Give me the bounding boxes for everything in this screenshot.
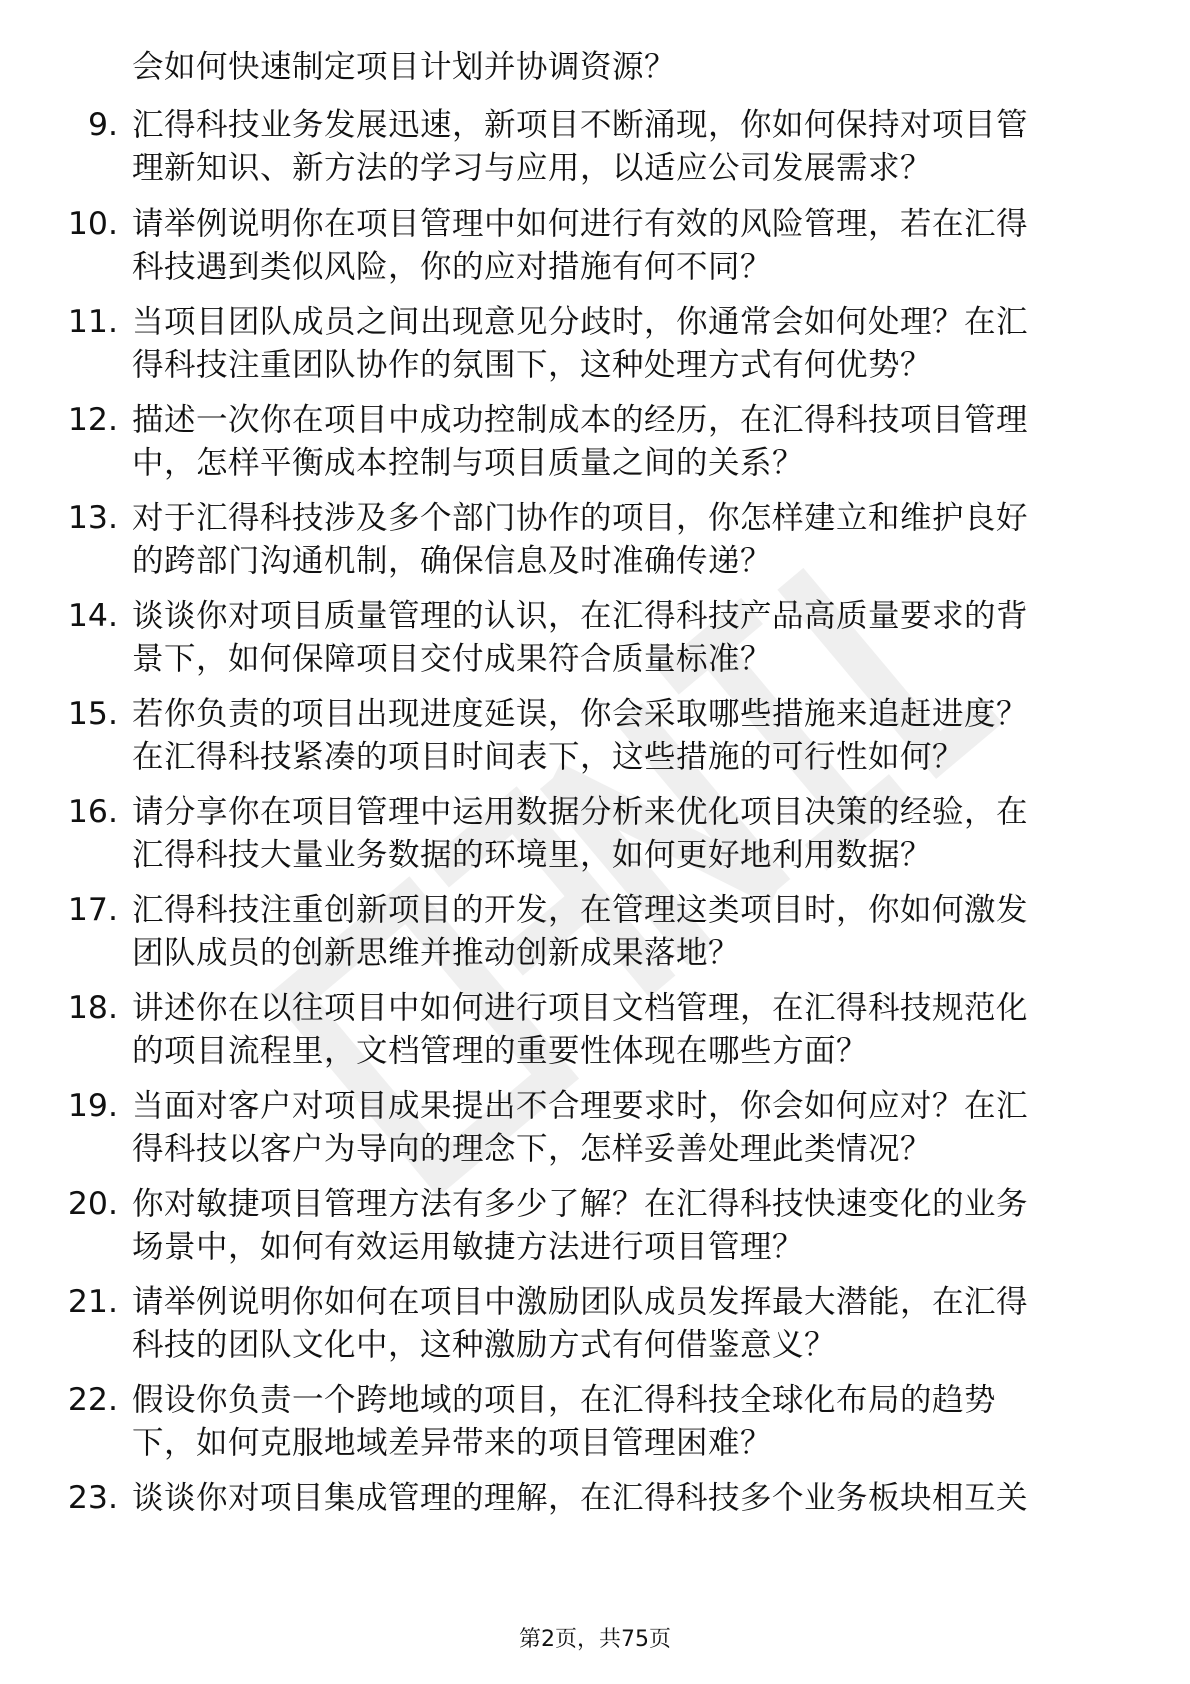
item-text-line: 中，怎样平衡成本控制与项目质量之间的关系？ [132, 445, 805, 481]
item-text [132, 1281, 1132, 1367]
item-text [132, 693, 1132, 779]
item-number: 14. [67, 598, 118, 634]
item-text [132, 399, 1132, 485]
item-number: 18. [67, 990, 118, 1026]
item-text-line: 场景中，如何有效运用敏捷方法进行项目管理？ [132, 1229, 805, 1265]
item-text-line: 汇得科技注重创新项目的开发，在管理这类项目时，你如何激发 [132, 892, 1029, 928]
item-text-line: 得科技以客户为导向的理念下，怎样妥善处理此类情况？ [132, 1131, 933, 1167]
item-text-line: 汇得科技业务发展迅速，新项目不断涌现，你如何保持对项目管 [132, 107, 1029, 143]
item-number: 16. [67, 794, 118, 830]
item-number: 17. [67, 892, 118, 928]
item-number: 13. [67, 500, 118, 536]
item-number: 9. [87, 107, 118, 143]
item-text-line: 描述一次你在项目中成功控制成本的经历，在汇得科技项目管理 [132, 402, 1029, 438]
item-text-line: 科技的团队文化中，这种激励方式有何借鉴意义？ [132, 1327, 837, 1363]
item-number: 19. [67, 1088, 118, 1124]
item-text-line: 汇得科技大量业务数据的环境里，如何更好地利用数据？ [132, 837, 933, 873]
item-text-line: 假设你负责一个跨地域的项目，在汇得科技全球化布局的趋势 [132, 1382, 997, 1418]
item-text-line: 下，如何克服地域差异带来的项目管理困难？ [132, 1425, 773, 1461]
item-number: 23. [67, 1480, 118, 1516]
item-number: 15. [67, 696, 118, 732]
item-text-line: 理新知识、新方法的学习与应用，以适应公司发展需求？ [132, 150, 933, 186]
item-number: 12. [67, 402, 118, 438]
item-text-line: 当项目团队成员之间出现意见分歧时，你通常会如何处理？在汇 [132, 304, 1029, 340]
item-text-line: 的跨部门沟通机制，确保信息及时准确传递？ [132, 543, 773, 579]
item-text [132, 1085, 1132, 1171]
item-text-line: 请举例说明你在项目管理中如何进行有效的风险管理，若在汇得 [132, 206, 1029, 242]
item-text [132, 104, 1132, 190]
item-text-line: 讲述你在以往项目中如何进行项目文档管理，在汇得科技规范化 [132, 990, 1029, 1026]
item-text [132, 987, 1132, 1073]
item-number: 20. [67, 1186, 118, 1222]
item-text-line: 得科技注重团队协作的氛围下，这种处理方式有何优势？ [132, 347, 933, 383]
continued-question-text: 会如何快速制定项目计划并协调资源？ [132, 49, 677, 85]
item-text-line: 你对敏捷项目管理方法有多少了解？在汇得科技快速变化的业务 [132, 1186, 1029, 1222]
item-text [132, 301, 1132, 387]
item-text [132, 791, 1132, 877]
item-text [132, 1477, 1132, 1520]
item-text [132, 889, 1132, 975]
item-text-line: 谈谈你对项目集成管理的理解，在汇得科技多个业务板块相互关 [132, 1480, 1029, 1516]
item-text-line: 景下，如何保障项目交付成果符合质量标准？ [132, 641, 773, 677]
item-number: 21. [67, 1284, 118, 1320]
item-number: 11. [67, 304, 118, 340]
item-text-line: 科技遇到类似风险，你的应对措施有何不同？ [132, 249, 773, 285]
item-text [132, 497, 1132, 583]
item-text-line: 当面对客户对项目成果提出不合理要求时，你会如何应对？在汇 [132, 1088, 1029, 1124]
item-number: 22. [67, 1382, 118, 1418]
item-number: 10. [67, 206, 118, 242]
item-text-line: 请分享你在项目管理中运用数据分析来优化项目决策的经验，在 [132, 794, 1029, 830]
item-text-line: 谈谈你对项目质量管理的认识，在汇得科技产品高质量要求的背 [132, 598, 1029, 634]
item-text-line: 请举例说明你如何在项目中激励团队成员发挥最大潜能，在汇得 [132, 1284, 1029, 1320]
item-text [132, 1183, 1132, 1269]
item-text-line: 若你负责的项目出现进度延误，你会采取哪些措施来追赶进度？ [132, 696, 1029, 732]
item-text [132, 1379, 1132, 1465]
item-text-line: 在汇得科技紧凑的项目时间表下，这些措施的可行性如何？ [132, 739, 965, 775]
item-text-line: 团队成员的创新思维并推动创新成果落地？ [132, 935, 741, 971]
item-text [132, 595, 1132, 681]
item-text-line: 对于汇得科技涉及多个部门协作的项目，你怎样建立和维护良好 [132, 500, 1029, 536]
item-text [132, 203, 1132, 289]
item-text-line: 的项目流程里，文档管理的重要性体现在哪些方面？ [132, 1033, 869, 1069]
page-number-footer: 第2页，共75页 [519, 1627, 671, 1652]
